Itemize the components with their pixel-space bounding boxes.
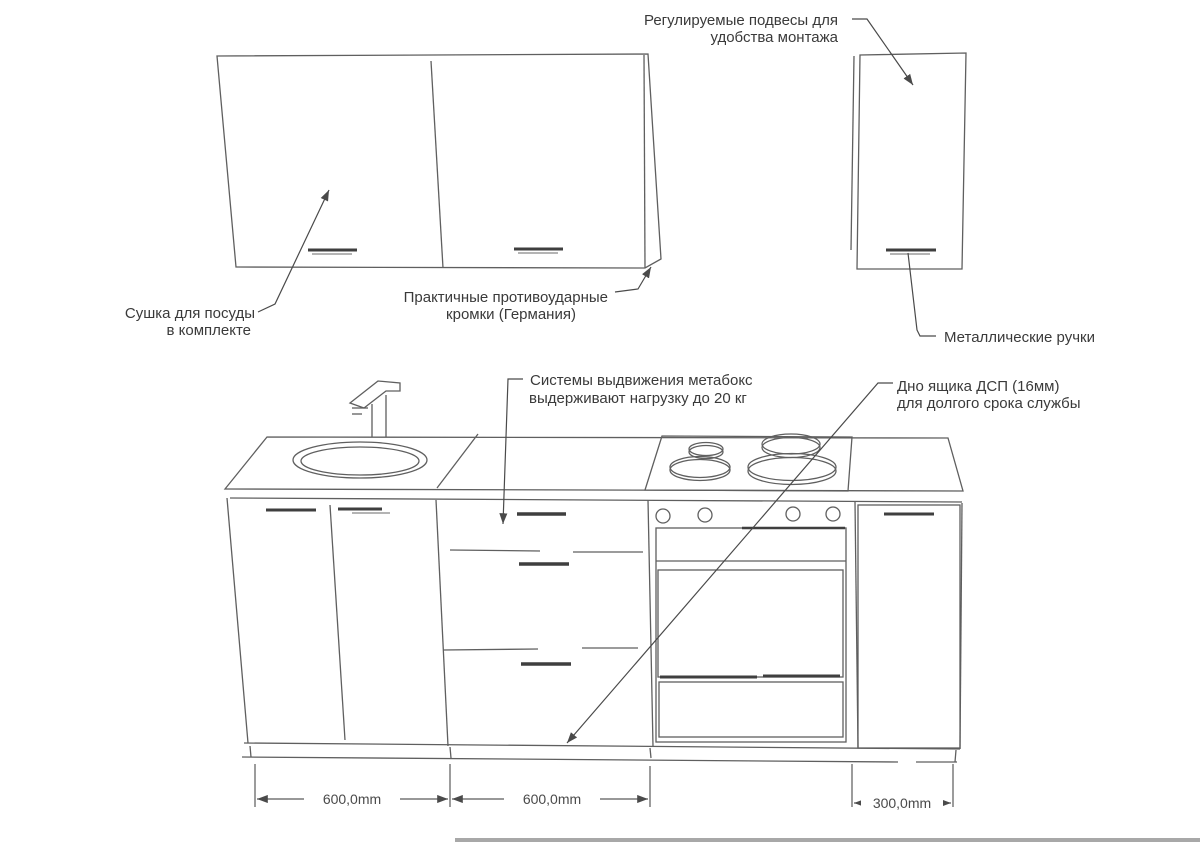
faucet-spout	[350, 381, 400, 408]
oven-door	[656, 528, 846, 742]
label-metabox-line2: выдерживают нагрузку до 20 кг	[529, 390, 747, 407]
label-metabox-line1: Системы выдвижения метабокс	[530, 372, 753, 389]
plinth-joint	[450, 747, 451, 758]
label-adjustable-hangers-line1: Регулируемые подвесы для	[643, 12, 838, 29]
annotations	[125, 12, 1095, 412]
countertop	[225, 437, 963, 491]
leader-metal-handles	[908, 253, 936, 336]
carcass-left-edge	[227, 498, 248, 743]
sink-inner-bowl	[301, 447, 419, 475]
wall-cabinet-double-door-divider	[431, 61, 443, 268]
faucet-body	[372, 395, 386, 437]
wall-cabinet-single-side-edge	[851, 56, 854, 250]
label-impact-edges-line1: Практичные противоударные	[403, 289, 608, 306]
dimension-label-right: 300,0mm	[872, 795, 932, 811]
leader-metabox	[503, 379, 523, 524]
section-divider	[648, 500, 653, 746]
wall-cabinet-single-outline	[857, 53, 966, 269]
drawer-separator	[450, 550, 540, 551]
plinth-bottom-edge	[242, 757, 898, 762]
oven-knob	[698, 508, 712, 522]
oven-knob	[656, 509, 670, 523]
wall-cabinet-double	[217, 54, 661, 268]
faucet	[350, 381, 400, 437]
label-impact-edges-line2: кромки (Германия)	[446, 306, 576, 323]
plinth-joint	[955, 750, 956, 762]
sink-cabinet	[266, 505, 390, 740]
oven-knob	[786, 507, 800, 521]
drawer-unit	[443, 514, 643, 664]
label-metal-handles: Металлические ручки	[944, 329, 1095, 346]
dimension-label-middle: 600,0mm	[522, 791, 582, 807]
plinth-joint	[250, 746, 251, 757]
burner-small	[689, 443, 723, 456]
leader-adjustable-hangers	[852, 19, 913, 85]
wall-cabinet-double-outline	[217, 54, 661, 268]
label-drawer-bottom-line1: Дно ящика ДСП (16мм)	[897, 378, 1060, 395]
label-drawer-bottom-line2: для долгого срока службы	[897, 395, 1081, 412]
drawer-separator	[443, 649, 538, 650]
right-narrow-cabinet	[858, 505, 960, 748]
sink-door-divider	[330, 505, 345, 740]
countertop-joint	[437, 434, 478, 488]
label-dish-rack-line1: Сушка для посуды	[124, 305, 255, 322]
base-unit	[225, 381, 963, 762]
right-cabinet-door	[858, 505, 960, 748]
oven	[656, 507, 846, 742]
dimensions	[255, 764, 953, 811]
oven-window	[658, 570, 843, 677]
plinth-joint	[650, 748, 651, 758]
carcass-bottom-edge	[244, 743, 960, 749]
wall-cabinet-single	[851, 53, 966, 269]
carcass-top-edge	[230, 498, 962, 502]
section-divider	[436, 500, 448, 746]
dimension-label-left: 600,0mm	[322, 791, 382, 807]
oven-knob	[826, 507, 840, 521]
page-edge-artifact	[455, 838, 1200, 842]
cooktop	[645, 434, 852, 491]
label-dish-rack-line2: в комплекте	[166, 322, 251, 339]
wall-cabinet-double-side-edge	[644, 55, 645, 268]
sink	[293, 442, 427, 478]
leader-impact-edges	[615, 267, 651, 292]
oven-lower-panel	[659, 682, 843, 737]
label-adjustable-hangers-line2: удобства монтажа	[710, 29, 838, 46]
